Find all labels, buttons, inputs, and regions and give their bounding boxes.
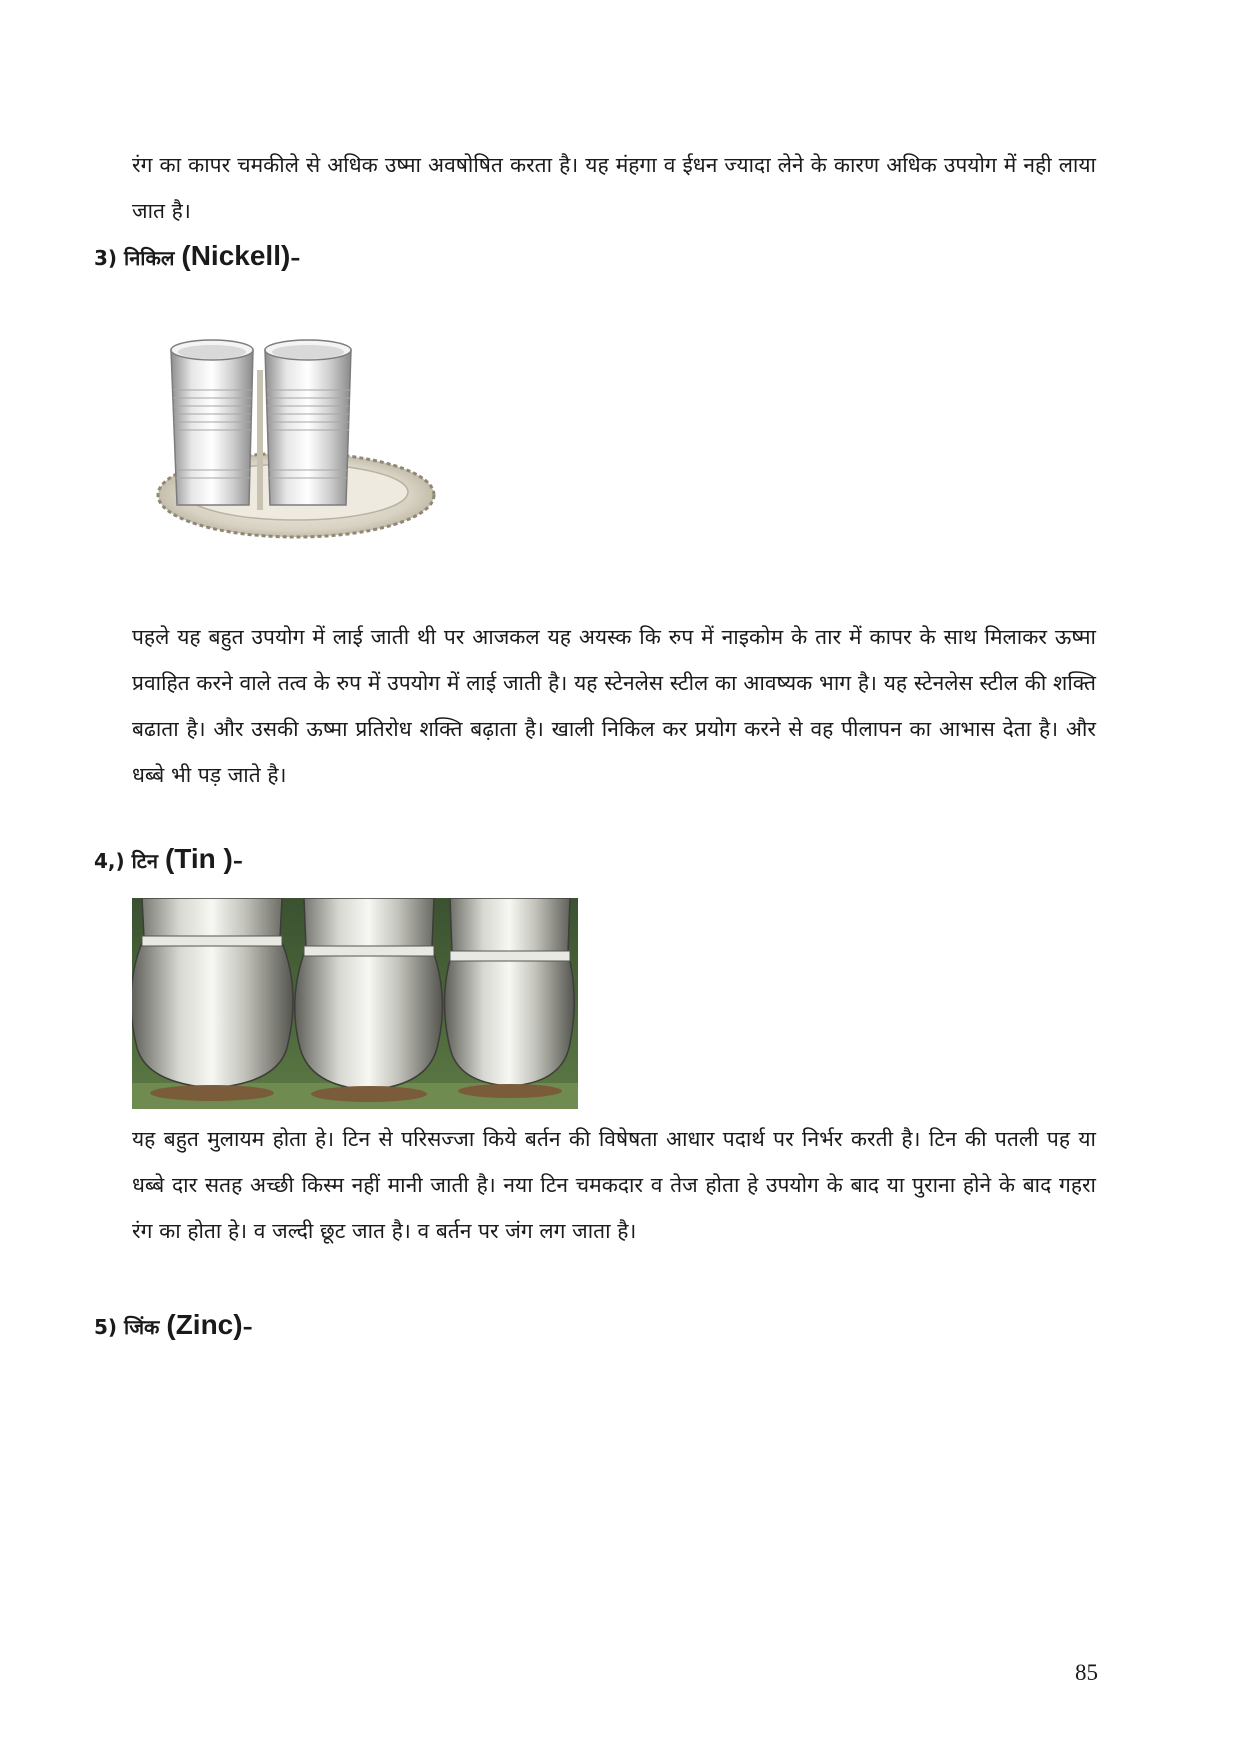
tin-heading: [94, 843, 243, 875]
silver-pots-illustration: [132, 898, 578, 1109]
nickel-heading: [94, 240, 300, 272]
silver-glasses-tray-illustration: [153, 330, 443, 560]
nickel-heading-dash: –: [290, 246, 301, 270]
nickel-glasses-image: [153, 330, 443, 560]
zinc-heading-dash: –: [242, 1315, 253, 1339]
copper-paragraph: रंग का कापर चमकीले से अधिक उष्मा अवषोषित करता है। यह मंहगा व ईधन ज्यादा लेने के कारण अधिक उपयोग में नही लाया जात है।: [132, 153, 1096, 223]
tin-pots-image: [132, 898, 578, 1109]
tin-heading-number: 4,) टिन: [94, 849, 165, 873]
nickel-paragraph: पहले यह बहुत उपयोग में लाई जाती थी पर आजकल यह अयस्क कि रुप में नाइकोम के तार में कापर के साथ मिलाकर ऊष्मा प्रवाहित करने वाले तत्व के रुप में उपयोग में लाई जाती है। यह स्टेनलेस स्टील का आवष्यक भाग है। यह स्टेनलेस स्टील की शक्ति बढाता है। और उसकी ऊष्मा प्रतिरोध शक्ति बढ़ाता है। खाली निकिल कर प्रयोग करने से वह पीलापन का आभास देता है। और धब्बे भी पड़ जाते है।: [132, 625, 1096, 787]
zinc-heading-english: (Zinc): [166, 1309, 243, 1340]
zinc-heading: [94, 1309, 253, 1341]
tin-heading-english: (Tin ): [164, 843, 233, 874]
page-number: 85: [1075, 1660, 1098, 1685]
nickel-heading-number: 3) निकिल: [94, 246, 182, 270]
tin-heading-dash: –: [232, 849, 243, 873]
zinc-heading-number: 5) जिंक: [94, 1315, 167, 1339]
nickel-heading-english: (Nickell): [181, 240, 291, 271]
tin-paragraph: यह बहुत मुलायम होता हे। टिन से परिसज्जा किये बर्तन की विषेषता आधार पदार्थ पर निर्भर करती है। टिन की पतली पह या धब्बे दार सतह अच्छी किस्म नहीं मानी जाती है। नया टिन चमकदार व तेज होता हे उपयोग के बाद या पुराना होने के बाद गहरा रंग का होता हे। व जल्दी छूट जात है। व बर्तन पर जंग लग जाता है।: [132, 1127, 1096, 1243]
